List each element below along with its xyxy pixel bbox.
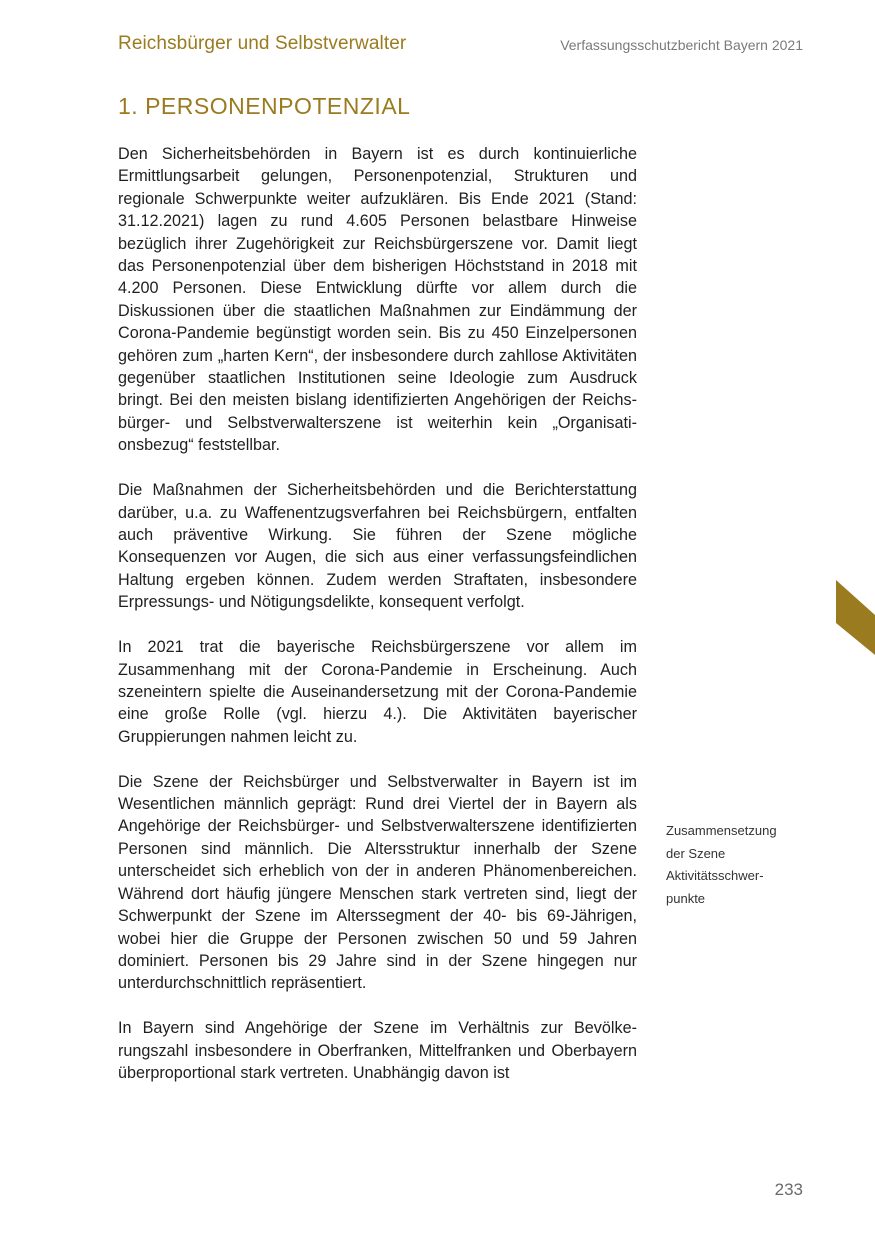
- chapter-thumb-tab: [836, 580, 875, 655]
- running-document-title: Verfassungsschutzbericht Bayern 2021: [560, 37, 803, 53]
- paragraph-massnahmen: Die Maßnahmen der Sicherheitsbehörden und die Berichterstattung darüber, u.a. zu Waffenentzugsverfahren bei Reichsbürgern, entfalten auch präventive Wirkung. Sie führen der Szene mögliche Konsequenzen vor Augen, die sich aus einer verfassungsfeindlichen Haltung ergeben können. Zudem werden Straftaten, insbesondere Erpressungs- und Nötigungsdelikte, konsequent verfolgt.: [118, 481, 637, 612]
- paragraph-2021: In 2021 trat die bayerische Reichsbürgerszene vor allem im Zusammenhang mit der Corona-Pandemie in Erscheinung. Auch szeneintern spielte die Auseinandersetzung mit der Corona-Pandemie eine große Rolle (vgl. hierzu 4.). Die Aktivitäten bayerischer Gruppierungen nahmen leicht zu.: [118, 638, 637, 746]
- running-chapter-title: Reichsbürger und Selbstverwalter: [118, 33, 407, 54]
- body-text: [118, 143, 637, 1107]
- page-number: 233: [774, 1180, 803, 1199]
- paragraph-sicherheitsbehoerden: Den Sicherheitsbehörden in Bayern ist es durch kontinuierliche Ermittlungsarbeit gelungen, Personenpotenzial, Strukturen und regionale Schwerpunkte weiter aufzuklären. Bis Ende 2021 (Stand: 31.12.2021) lagen zu rund 4.605 Personen belastbare Hinweise bezüglich ihrer Zugehörigkeit zur Reichsbürgerszene vor. Damit liegt das Personenpotenzial über dem bisherigen Höchststand in 2018 mit 4.200 Personen. Diese Entwicklung dürfte vor allem durch die Diskussionen über die staatlichen Maßnahmen zur Eindämmung der Corona-Pandemie begünstigt worden sein. Bis zu 450 Einzelpersonen gehören zum „harten Kern“, der insbesondere durch zahllose Aktivitäten gegenüber staatlichen Institutionen seine Ideologie zum Ausdruck bringt. Bei den meisten bislang identifizierten Angehörigen der Reichsbürger- und Selbstverwalterszene ist weiterhin kein „Organisationsbezug“ feststellbar.: [118, 145, 637, 455]
- thumb-tab-shape: [836, 580, 875, 655]
- margin-note-line: der Szene: [666, 845, 726, 861]
- paragraph-regionen: In Bayern sind Angehörige der Szene im Verhältnis zur Bevölkerungszahl insbesondere in Oberfranken, Mittelfranken und Oberbayern überproportional stark vertreten. Unabhängig davon ist: [118, 1019, 637, 1083]
- margin-note: [666, 820, 806, 910]
- section-heading: 1. PERSONENPOTENZIAL: [118, 93, 411, 119]
- paragraph-szene-struktur: Die Szene der Reichsbürger und Selbstverwalter in Bayern ist im Wesentlichen männlich geprägt: Rund drei Viertel der in Bayern als Angehörige der Reichsbürger- und Selbstverwalterszene identifizierten Personen sind männlich. Die Altersstruktur innerhalb der Szene unterscheidet sich erheblich von der in anderen Phänomenbereichen. Während dort häufig jüngere Menschen stark vertreten sind, liegt der Schwerpunkt der Szene im Alterssegment der 40- bis 69-Jährigen, wobei hier die Gruppe der Personen zwischen 50 und 59 Jahren dominiert. Personen bis 29 Jahre sind in der Szene hingegen nur unterdurchschnittlich repräsentiert.: [118, 772, 637, 993]
- margin-note-line: Aktivitätsschwer-: [666, 868, 764, 883]
- margin-note-line: Zusammensetzung: [666, 823, 777, 838]
- margin-note-line: punkte: [666, 890, 706, 906]
